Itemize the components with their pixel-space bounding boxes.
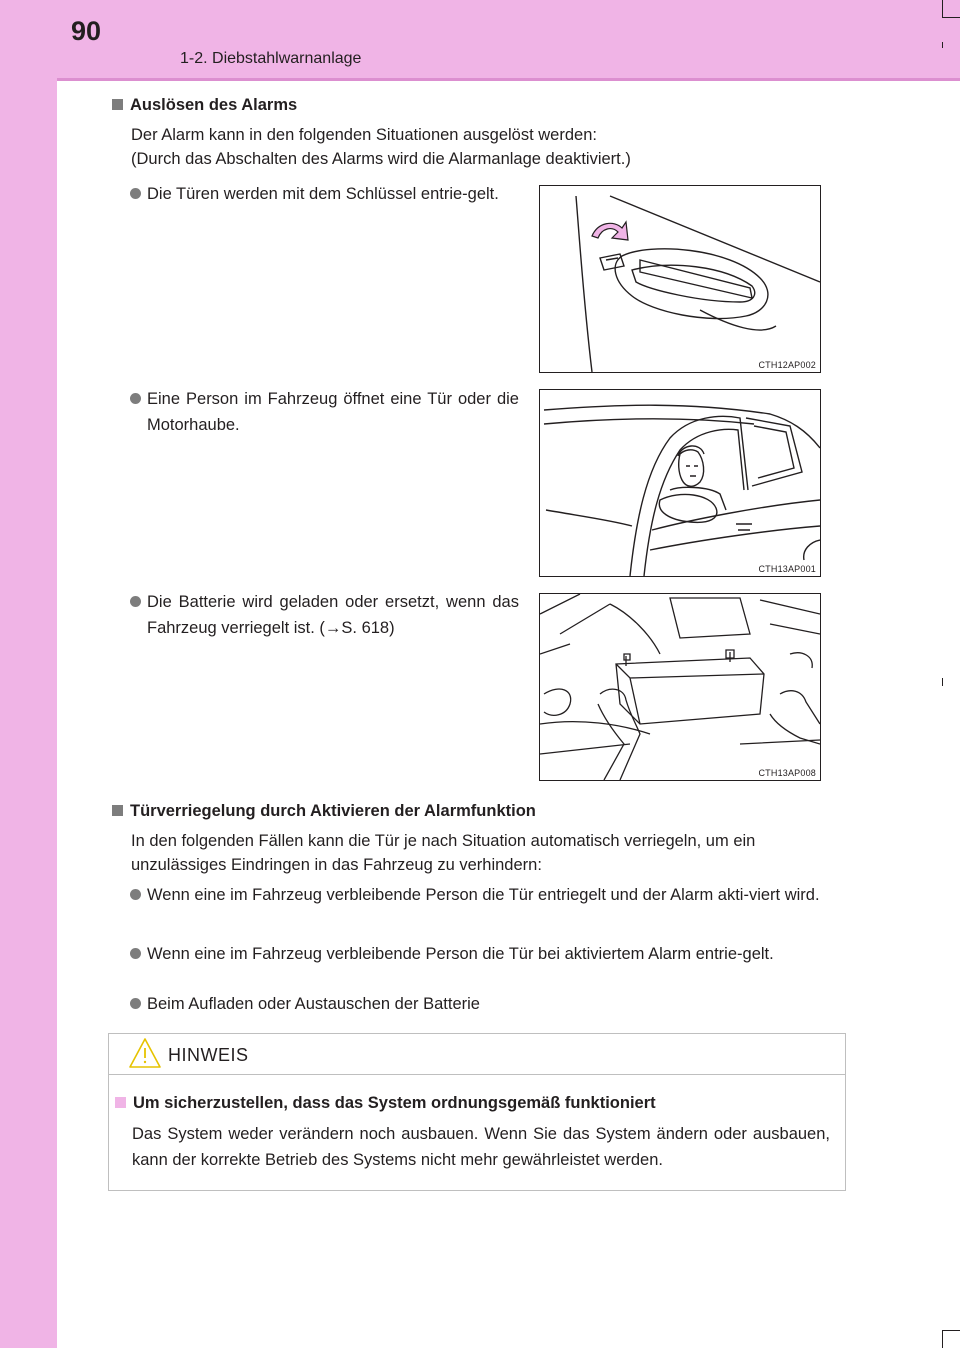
crop-mark [942, 42, 943, 48]
page-number: 90 [71, 16, 102, 46]
door-lock-heading [112, 802, 536, 821]
alarm-trigger-intro-2: (Durch das Abschalten des Alarms wird die Alarmanlage deaktiviert.) [131, 150, 631, 168]
note-heading [115, 1094, 656, 1113]
note-header-divider [109, 1074, 845, 1075]
alarm-trigger-item-2 [147, 386, 519, 438]
person-opening-door-illustration [540, 390, 820, 576]
figure-key-door [539, 185, 821, 373]
alarm-trigger-intro-1: Der Alarm kann in den folgenden Situationen ausgelöst werden: [131, 126, 597, 144]
crop-mark [942, 0, 943, 18]
section-title: 1-2. Diebstahlwarnanlage [180, 50, 362, 67]
door-lock-heading-text: Türverriegelung durch Aktivieren der Alarmfunktion [130, 802, 536, 820]
note-box [108, 1033, 846, 1191]
alarm-trigger-item-3-text: Die Batterie wird geladen oder ersetzt, wenn das Fahrzeug verriegelt ist. (→S. 618) [147, 593, 519, 637]
alarm-trigger-heading [112, 96, 297, 115]
round-bullet-icon [130, 998, 141, 1009]
square-bullet-icon [112, 805, 123, 816]
crop-mark [942, 1330, 960, 1331]
figure-code: CTH13AP001 [758, 564, 816, 574]
round-bullet-icon [130, 596, 141, 607]
alarm-trigger-item-2-text: Eine Person im Fahrzeug öffnet eine Tür oder die Motorhaube. [147, 390, 519, 434]
door-lock-item-2 [147, 941, 842, 967]
door-lock-item-3 [147, 991, 842, 1017]
figure-person-door [539, 389, 821, 577]
round-bullet-icon [130, 889, 141, 900]
door-lock-item-2-text: Wenn eine im Fahrzeug verbleibende Person die Tür bei aktiviertem Alarm entrie-gelt. [147, 945, 774, 963]
figure-code: CTH12AP002 [758, 360, 816, 370]
door-lock-intro-1: In den folgenden Fällen kann die Tür je nach Situation automatisch verriegeln, um ein [131, 832, 756, 850]
square-bullet-icon [115, 1097, 126, 1108]
round-bullet-icon [130, 948, 141, 959]
figure-code: CTH13AP008 [758, 768, 816, 778]
alarm-trigger-item-1 [147, 181, 519, 207]
warning-triangle-icon [128, 1037, 162, 1069]
crop-mark [942, 1330, 943, 1348]
door-lock-item-3-text: Beim Aufladen oder Austauschen der Batterie [147, 995, 480, 1013]
battery-replacement-illustration [540, 594, 820, 780]
note-title: HINWEIS [168, 1045, 249, 1065]
door-lock-intro-2: unzulässiges Eindringen in das Fahrzeug zu verhindern: [131, 856, 542, 874]
square-bullet-icon [112, 99, 123, 110]
figure-battery [539, 593, 821, 781]
crop-mark [942, 678, 943, 686]
note-heading-text: Um sicherzustellen, dass das System ordnungsgemäß funktioniert [133, 1094, 656, 1112]
round-bullet-icon [130, 393, 141, 404]
door-lock-item-1 [147, 882, 842, 908]
side-color-band [0, 0, 57, 1348]
header-rule [57, 78, 960, 81]
alarm-trigger-heading-text: Auslösen des Alarms [130, 96, 298, 114]
note-body: Das System weder verändern noch ausbauen. Wenn Sie das System ändern oder ausbauen, kann der korrekte Betrieb des Systems nicht mehr gewährleistet werden. [132, 1125, 830, 1169]
door-lock-item-1-text: Wenn eine im Fahrzeug verbleibende Person die Tür entriegelt und der Alarm akti-viert wird. [147, 886, 820, 904]
round-bullet-icon [130, 188, 141, 199]
alarm-trigger-item-1-text: Die Türen werden mit dem Schlüssel entrie-gelt. [147, 185, 499, 203]
key-door-lock-illustration [540, 186, 820, 372]
alarm-trigger-item-3 [147, 589, 519, 641]
crop-mark [942, 17, 960, 18]
